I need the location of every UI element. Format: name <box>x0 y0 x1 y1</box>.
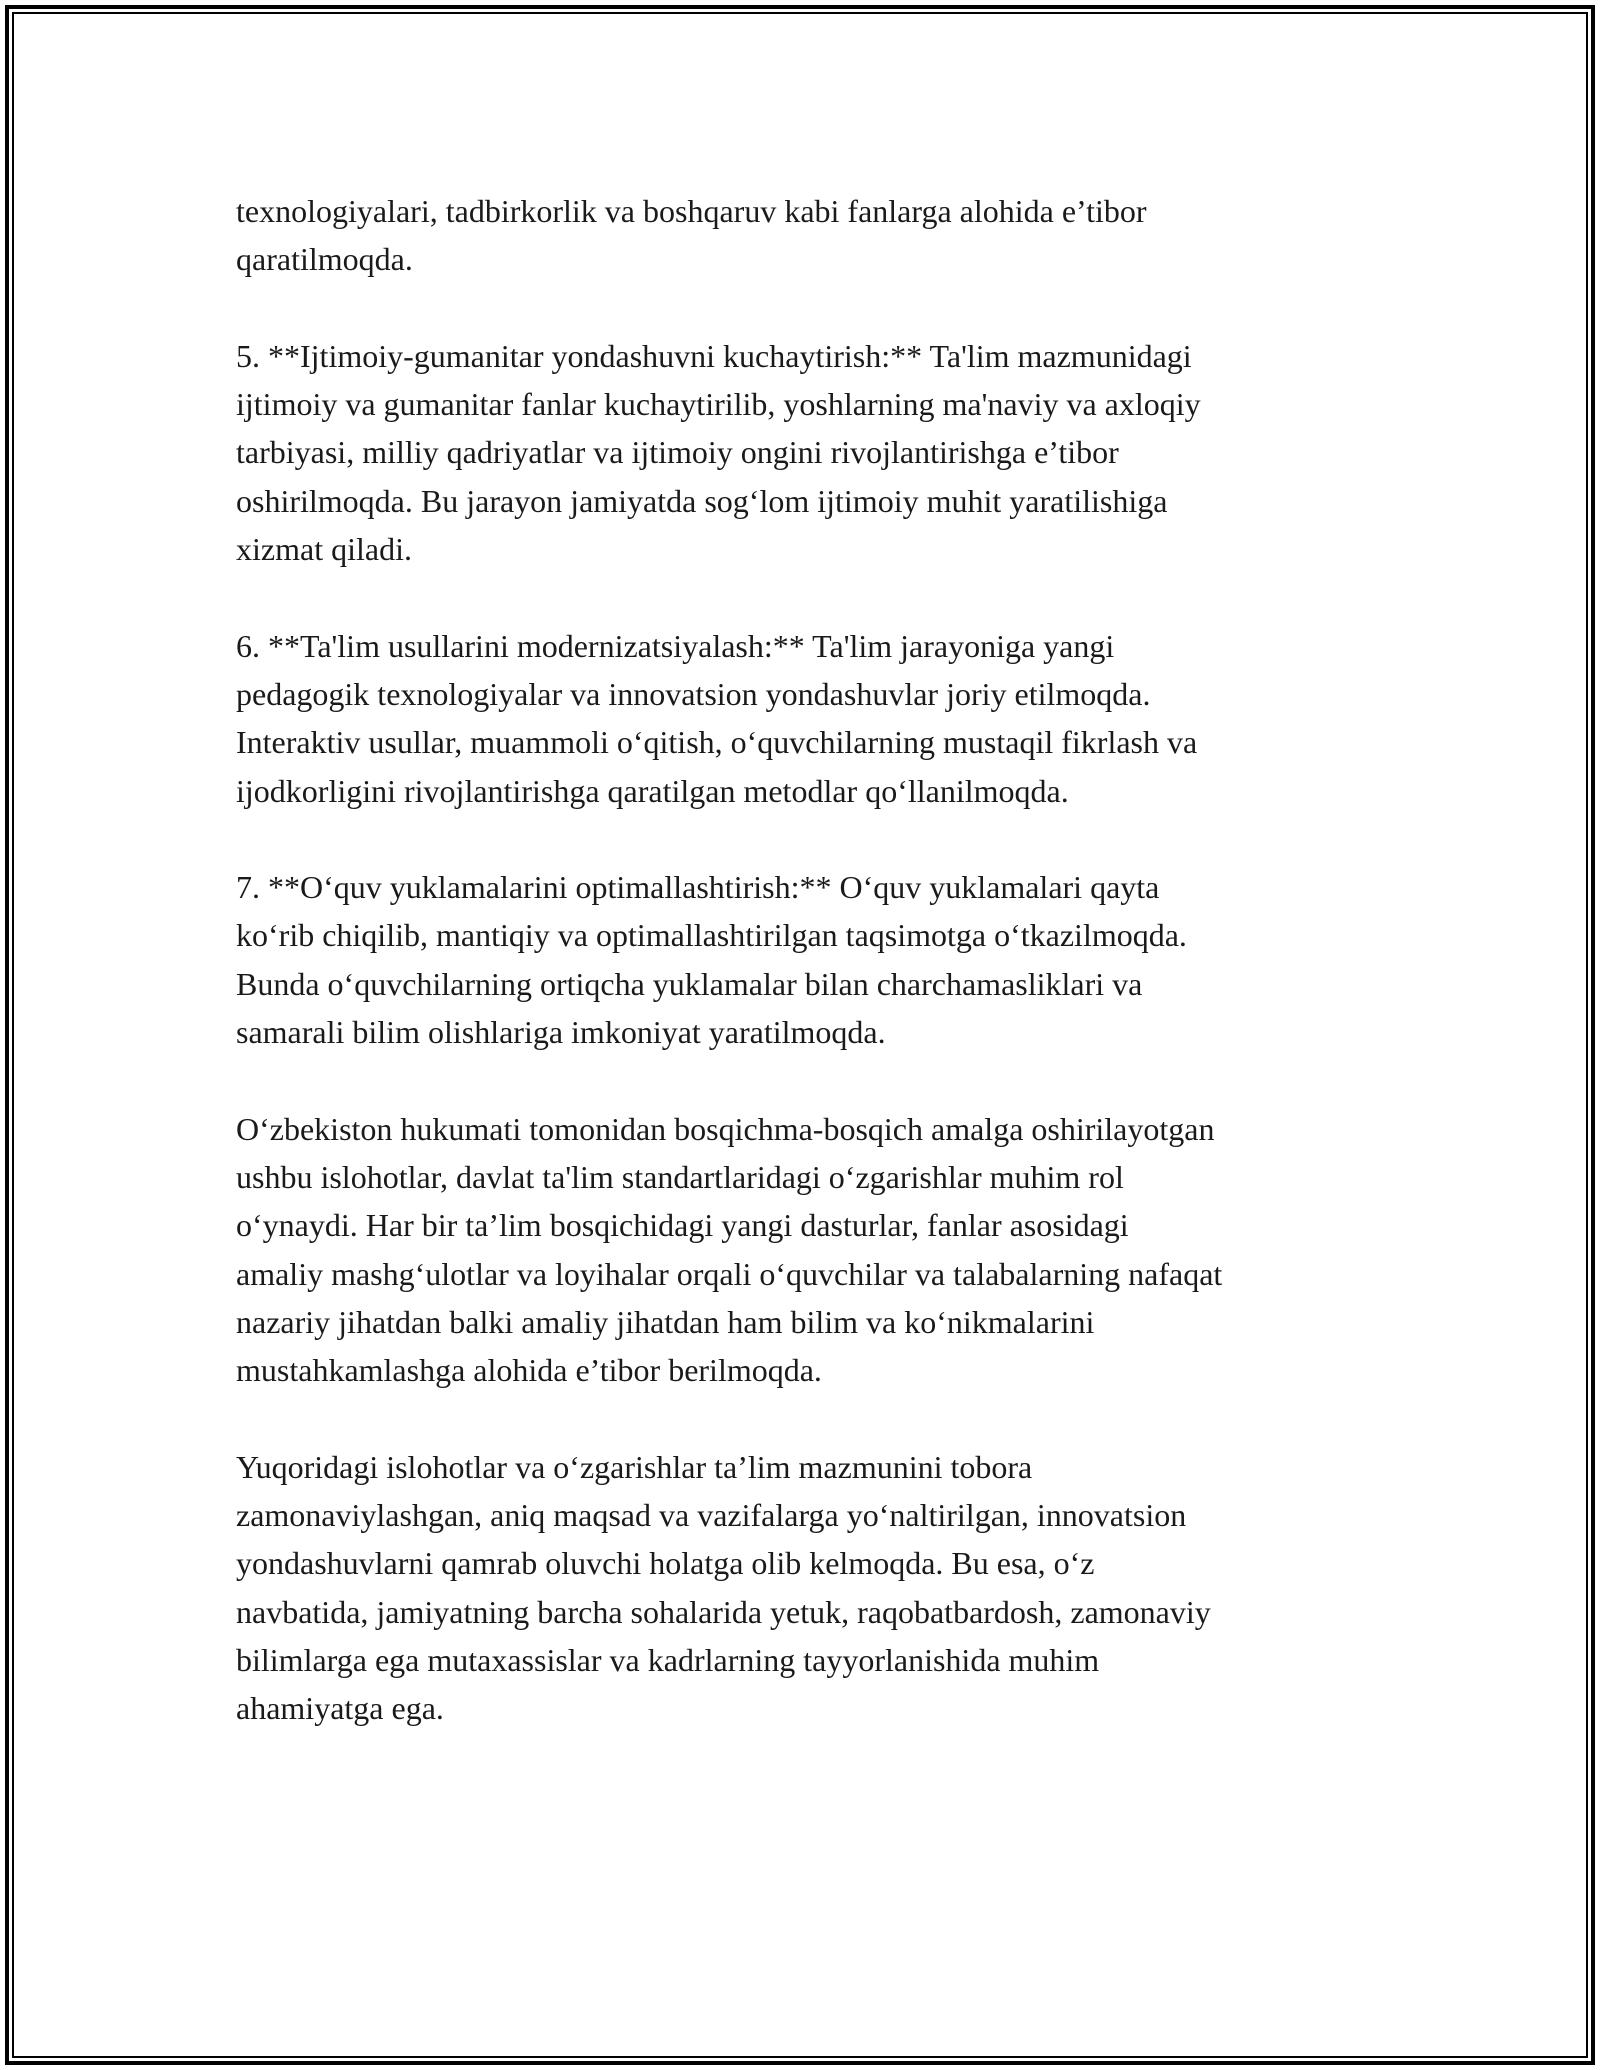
paragraph-item-6: 6. **Ta'lim usullarini modernizatsiyalash:** Ta'lim jarayoniga yangi pedagogik texnologiyalar va innovatsion yondashuvlar joriy etilmoqda. Interaktiv usullar, muammoli o‘qitish, o‘quvchilarning mustaqil fikrlash va ijodkorligini rivojlantirishga qaratilgan metodlar qo‘llanilmoqda. <box>236 627 1198 809</box>
paragraph-item-5: 5. **Ijtimoiy-gumanitar yondashuvni kuchaytirish:** Ta'lim mazmunidagi ijtimoiy va gumanitar fanlar kuchaytirilib, yoshlarning ma'naviy va axloqiy tarbiyasi, milliy qadriyatlar va ijtimoiy ongini rivojlantirishga e’tibor oshirilmoqda. Bu jarayon jamiyatda sog‘lom ijtimoiy muhit yaratilishiga xizmat qiladi. <box>236 337 1201 568</box>
paragraph-continuation: texnologiyalari, tadbirkorlik va boshqaruv kabi fanlarga alohida e’tibor qaratilmoqda. <box>236 193 1147 278</box>
paragraph-reforms: O‘zbekiston hukumati tomonidan bosqichma-bosqich amalga oshirilayotgan ushbu islohotlar, davlat ta'lim standartlaridagi o‘zgarishlar muhim rol o‘ynaydi. Har bir ta’lim bosqichidagi yangi dasturlar, fanlar asosidagi amaliy mashg‘ulotlar va loyihalar orqali o‘quvchilar va talabalarning nafaqat nazariy jihatdan balki amaliy jihatdan ham bilim va ko‘nikmalarini mustahkamlashga alohida e’tibor berilmoqda. <box>236 1110 1223 1389</box>
document-body <box>236 187 1366 1781</box>
paragraph-conclusion: Yuqoridagi islohotlar va o‘zgarishlar ta’lim mazmunini tobora zamonaviylashgan, aniq maqsad va vazifalarga yo‘naltirilgan, innovatsion yondashuvlarni qamrab oluvchi holatga olib kelmoqda. Bu esa, o‘z navbatida, jamiyatning barcha sohalarida yetuk, raqobatbardosh, zamonaviy bilimlarga ega mutaxassislar va kadrlarning tayyorlanishida muhim ahamiyatga ega. <box>236 1448 1211 1727</box>
paragraph-item-7: 7. **O‘quv yuklamalarini optimallashtirish:** O‘quv yuklamalari qayta ko‘rib chiqilib, mantiqiy va optimallashtirilgan taqsimotga o‘tkazilmoqda. Bunda o‘quvchilarning ortiqcha yuklamalar bilan charchamasliklari va samarali bilim olishlariga imkoniyat yaratilmoqda. <box>236 869 1187 1051</box>
